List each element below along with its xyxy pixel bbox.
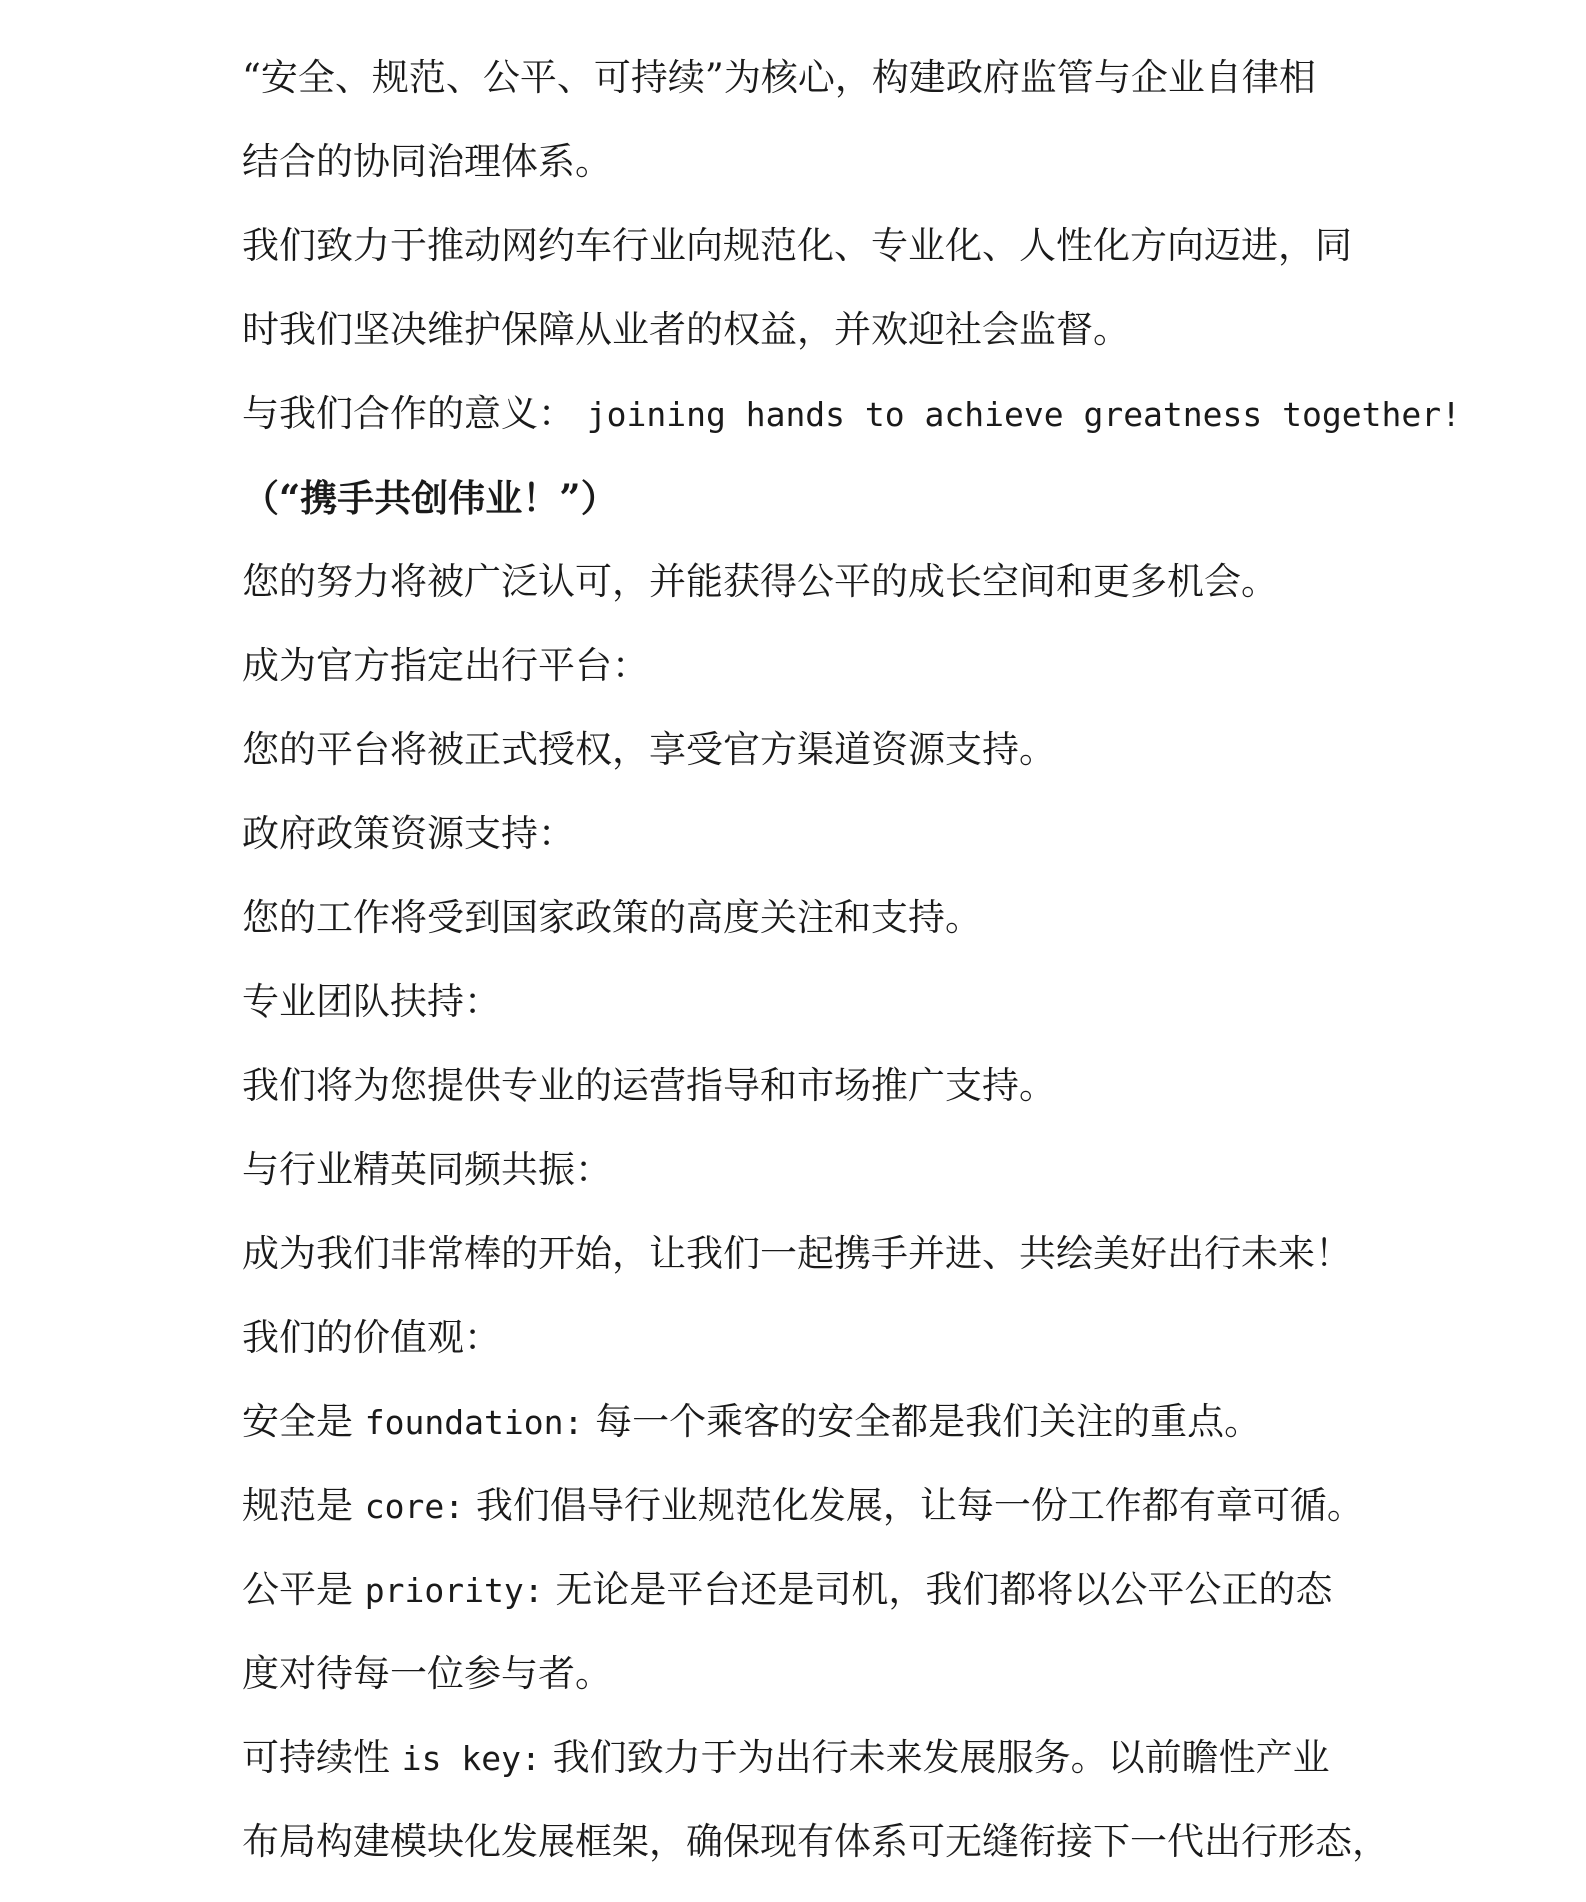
- text-line-10: 政府政策资源支持：: [242, 812, 575, 855]
- text-line-8: 成为官方指定出行平台：: [242, 644, 649, 687]
- line-18-english: core:: [364, 1487, 465, 1526]
- text-line-17: [242, 1399, 1261, 1446]
- text-line-15: 成为我们非常棒的开始，让我们一起携手并进、共绘美好出行未来！: [242, 1232, 1352, 1275]
- line-5-english: joining hands to achieve greatness together!: [586, 395, 1461, 434]
- text-line-20: 度对待每一位参与者。: [242, 1652, 612, 1695]
- line-21-english: is key:: [401, 1739, 541, 1778]
- line-21-suffix: 我们致力于为出行未来发展服务。以前瞻性产业: [552, 1736, 1330, 1779]
- line-19-english: priority:: [364, 1571, 544, 1610]
- text-line-7: 您的努力将被广泛认可，并能获得公平的成长空间和更多机会。: [242, 560, 1278, 603]
- text-line-14: 与行业精英同频共振：: [242, 1148, 612, 1191]
- text-line-22: 布局构建模块化发展框架，确保现有体系可无缝衔接下一代出行形态，: [242, 1820, 1389, 1863]
- line-19-prefix: 公平是: [242, 1568, 353, 1611]
- line-17-prefix: 安全是: [242, 1400, 353, 1443]
- text-line-11: 您的工作将受到国家政策的高度关注和支持。: [242, 896, 982, 939]
- line-5-prefix: 与我们合作的意义：: [242, 392, 575, 435]
- line-17-english: foundation:: [364, 1403, 584, 1442]
- line-21-prefix: 可持续性: [242, 1736, 390, 1779]
- text-line-13: 我们将为您提供专业的运营指导和市场推广支持。: [242, 1064, 1056, 1107]
- line-18-suffix: 我们倡导行业规范化发展，让每一份工作都有章可循。: [475, 1484, 1364, 1527]
- text-line-1: “安全、规范、公平、可持续”为核心，构建政府监管与企业自律相: [242, 56, 1316, 99]
- text-line-5: [242, 391, 1461, 438]
- text-line-6-bold: （“携手共创伟业！”）: [242, 476, 618, 520]
- text-line-4: 时我们坚决维护保障从业者的权益，并欢迎社会监督。: [242, 308, 1130, 351]
- text-line-16: 我们的价值观：: [242, 1316, 501, 1359]
- text-line-18: [242, 1483, 1364, 1530]
- line-18-prefix: 规范是: [242, 1484, 353, 1527]
- text-line-2: 结合的协同治理体系。: [242, 140, 612, 183]
- text-line-12: 专业团队扶持：: [242, 980, 501, 1023]
- text-line-21: [242, 1735, 1330, 1782]
- line-19-suffix: 无论是平台还是司机，我们都将以公平公正的态: [555, 1568, 1333, 1611]
- line-17-suffix: 每一个乘客的安全都是我们关注的重点。: [595, 1400, 1262, 1443]
- text-line-9: 您的平台将被正式授权，享受官方渠道资源支持。: [242, 728, 1056, 771]
- text-line-19: [242, 1567, 1332, 1614]
- text-line-3: 我们致力于推动网约车行业向规范化、专业化、人性化方向迈进，同: [242, 224, 1352, 267]
